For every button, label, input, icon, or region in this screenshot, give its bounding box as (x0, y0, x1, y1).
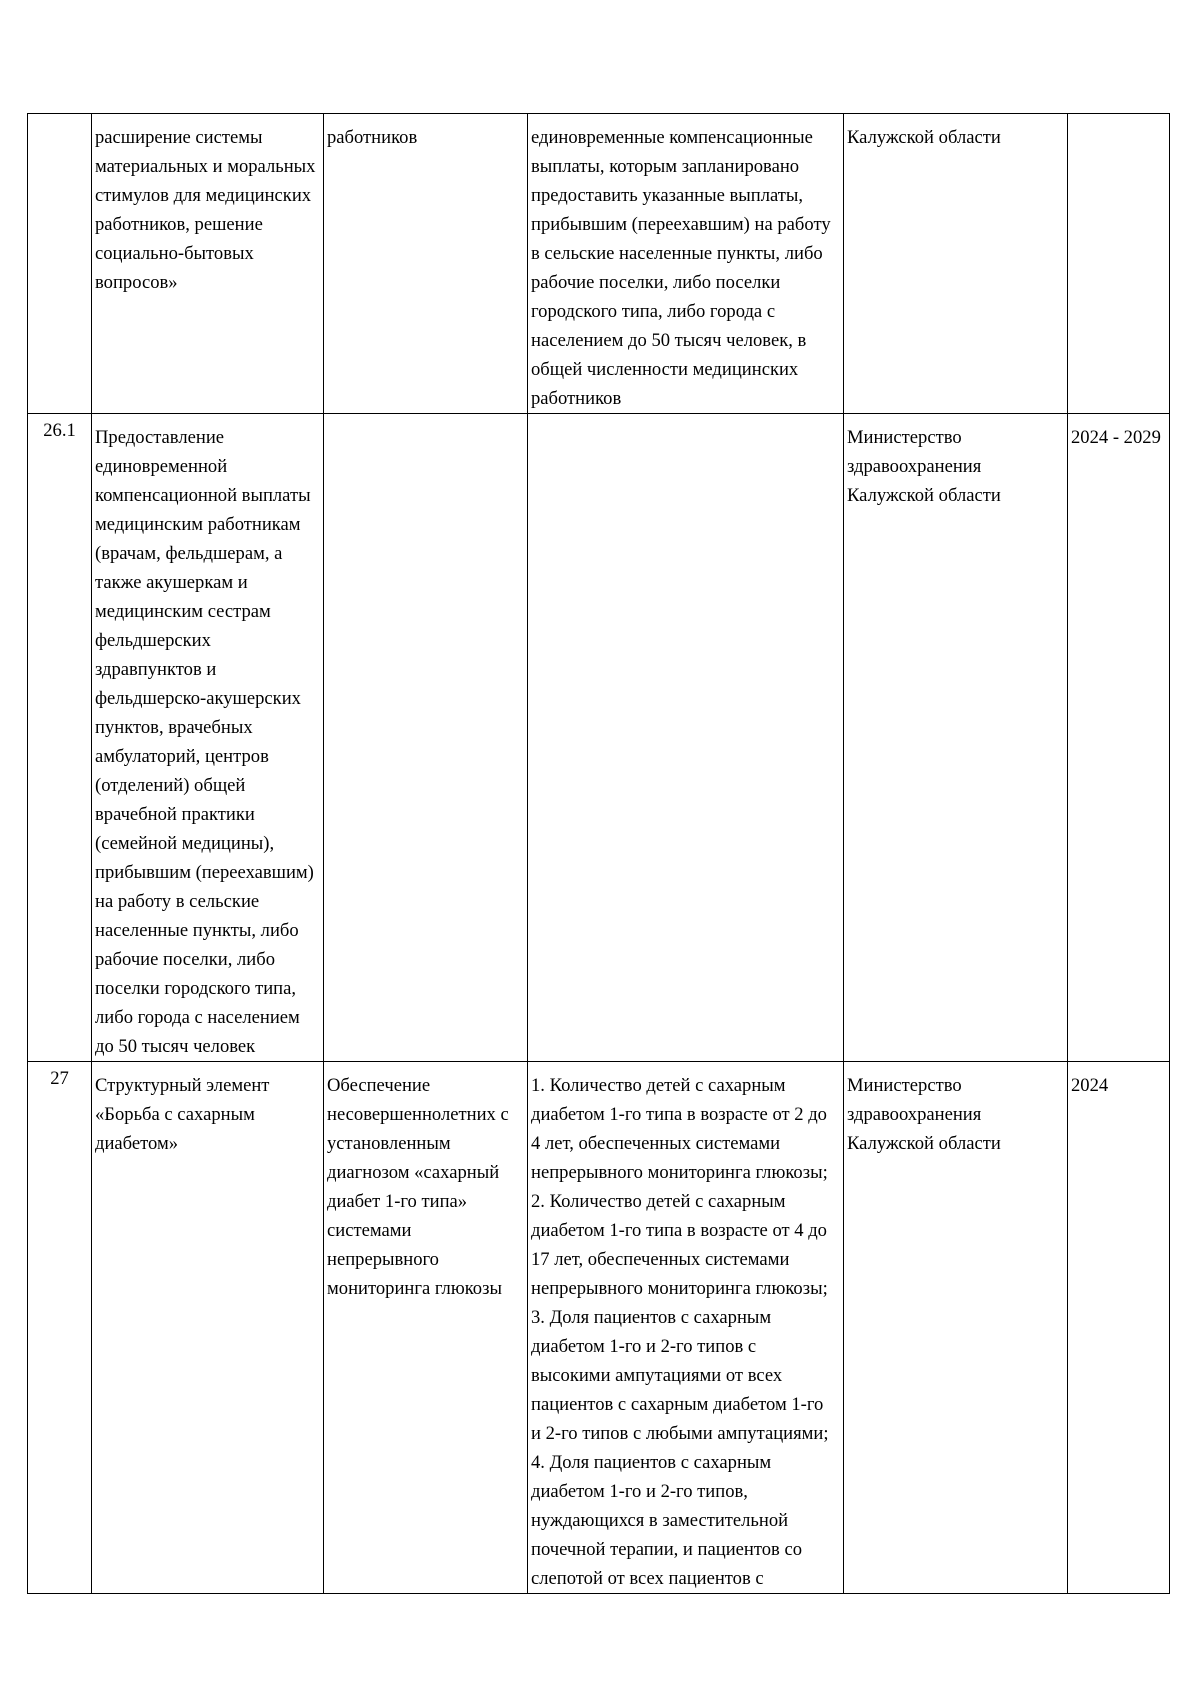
cell-text-line: диабет 1-го типа» (327, 1191, 468, 1212)
cell-text-line: Калужской области (847, 127, 1001, 148)
responsible-cell (844, 414, 1068, 1062)
cell-text-line: также акушеркам и (95, 572, 248, 593)
indicator-cell (528, 114, 844, 414)
cell-text-line: работников, решение (95, 214, 263, 235)
cell-text-line: диагнозом «сахарный (327, 1162, 500, 1183)
cell-text-line: 3. Доля пациентов с сахарным (531, 1307, 772, 1328)
cell-text-line: Министерство (847, 427, 962, 448)
cell-text-line: выплаты, которым запланировано (531, 156, 800, 177)
cell-text-line: «Борьба с сахарным (95, 1104, 255, 1125)
cell-text-line: пунктов, врачебных (95, 717, 253, 738)
responsible-cell (844, 114, 1068, 414)
period-cell (1068, 114, 1170, 414)
measures-table (27, 113, 1170, 1594)
measure-name-cell (92, 1062, 324, 1594)
cell-text-line: населением до 50 тысяч человек, в (531, 330, 807, 351)
cell-text-line: почечной терапии, и пациентов со (531, 1539, 802, 1560)
cell-text-line: здравпунктов и (95, 659, 217, 680)
cell-text-line: единовременной (95, 456, 228, 477)
cell-text-line: поселки городского типа, (95, 978, 297, 999)
period-cell: 2024 - 2029 (1068, 414, 1170, 1062)
cell-text-line: либо города с населением (95, 1007, 300, 1028)
cell-text-line: амбулаторий, центров (95, 746, 269, 767)
cell-text-line: до 50 тысяч человек (95, 1036, 256, 1057)
cell-text-line: высокими ампутациями от всех (531, 1365, 783, 1386)
measure-name-cell (92, 414, 324, 1062)
cell-text-line: Обеспечение (327, 1075, 431, 1096)
cell-text-line: стимулов для медицинских (95, 185, 312, 206)
cell-text-line: здравоохранения (847, 456, 982, 477)
indicator-cell (528, 1062, 844, 1594)
cell-text-line: населенные пункты, либо (95, 920, 299, 941)
cell-text-line: системами (327, 1220, 412, 1241)
cell-text-line: Министерство (847, 1075, 962, 1096)
cell-text-line: (отделений) общей (95, 775, 246, 796)
cell-text-line: фельдшерско-акушерских (95, 688, 301, 709)
cell-text-line: Калужской области (847, 1133, 1001, 1154)
cell-text-line: диабетом 1-го типа в возрасте от 2 до (531, 1104, 827, 1125)
cell-text-line: установленным (327, 1133, 451, 1154)
row-number-cell (28, 114, 92, 414)
cell-text-line: социально-бытовых (95, 243, 254, 264)
cell-text-line: в сельские населенные пункты, либо (531, 243, 823, 264)
task-cell (324, 414, 528, 1062)
task-cell (324, 1062, 528, 1594)
cell-text-line: слепотой от всех пациентов с (531, 1568, 764, 1589)
cell-text-line: общей численности медицинских (531, 359, 799, 380)
row-number-cell: 27 (28, 1062, 92, 1594)
cell-text-line: работников (531, 388, 622, 409)
cell-text-line: вопросов» (95, 272, 178, 293)
cell-text-line: рабочие поселки, либо поселки (531, 272, 781, 293)
cell-text-line: 4 лет, обеспеченных системами (531, 1133, 781, 1154)
cell-text-line: предоставить указанные выплаты, (531, 185, 804, 206)
cell-text-line: здравоохранения (847, 1104, 982, 1125)
cell-text-line: медицинским работникам (95, 514, 301, 535)
cell-text-line: нуждающихся в заместительной (531, 1510, 789, 1531)
cell-text-line: Структурный элемент (95, 1075, 270, 1096)
cell-text-line: 4. Доля пациентов с сахарным (531, 1452, 772, 1473)
cell-text-line: на работу в сельские (95, 891, 260, 912)
cell-text-line: мониторинга глюкозы (327, 1278, 502, 1299)
cell-text-line: 2. Количество детей с сахарным (531, 1191, 786, 1212)
cell-text-line: городского типа, либо города с (531, 301, 776, 322)
measure-name-cell (92, 114, 324, 414)
cell-text-line: диабетом 1-го и 2-го типов с (531, 1336, 757, 1357)
cell-text-line: материальных и моральных (95, 156, 316, 177)
table-row (28, 1062, 1170, 1594)
cell-text-line: расширение системы (95, 127, 263, 148)
row-number-cell: 26.1 (28, 414, 92, 1062)
responsible-cell (844, 1062, 1068, 1594)
cell-text-line: диабетом 1-го типа в возрасте от 4 до (531, 1220, 827, 1241)
cell-text-line: 17 лет, обеспеченных системами (531, 1249, 790, 1270)
cell-text-line: врачебной практики (95, 804, 255, 825)
cell-text-line: (врачам, фельдшерам, а (95, 543, 283, 564)
cell-text-line: непрерывного мониторинга глюкозы; (531, 1278, 828, 1299)
task-cell (324, 114, 528, 414)
cell-text-line: рабочие поселки, либо (95, 949, 276, 970)
cell-text-line: непрерывного (327, 1249, 439, 1270)
cell-text-line: единовременные компенсационные (531, 127, 813, 148)
table-row (28, 414, 1170, 1062)
cell-text-line: диабетом 1-го и 2-го типов, (531, 1481, 748, 1502)
cell-text-line: прибывшим (переехавшим) на работу (531, 214, 831, 235)
cell-text-line: Предоставление (95, 427, 225, 448)
cell-text-line: непрерывного мониторинга глюкозы; (531, 1162, 828, 1183)
cell-text-line: несовершеннолетних с (327, 1104, 509, 1125)
cell-text-line: прибывшим (переехавшим) (95, 862, 314, 883)
cell-text-line: (семейной медицины), (95, 833, 275, 854)
cell-text-line: медицинским сестрам (95, 601, 271, 622)
cell-text-line: фельдшерских (95, 630, 211, 651)
cell-text-line: пациентов с сахарным диабетом 1-го (531, 1394, 824, 1415)
indicator-cell (528, 414, 844, 1062)
cell-text-line: и 2-го типов с любыми ампутациями; (531, 1423, 829, 1444)
period-cell: 2024 (1068, 1062, 1170, 1594)
cell-text-line: компенсационной выплаты (95, 485, 311, 506)
cell-text-line: 1. Количество детей с сахарным (531, 1075, 786, 1096)
cell-text-line: диабетом» (95, 1133, 179, 1154)
cell-text-line: Калужской области (847, 485, 1001, 506)
cell-text-line: работников (327, 127, 418, 148)
table-row (28, 114, 1170, 414)
